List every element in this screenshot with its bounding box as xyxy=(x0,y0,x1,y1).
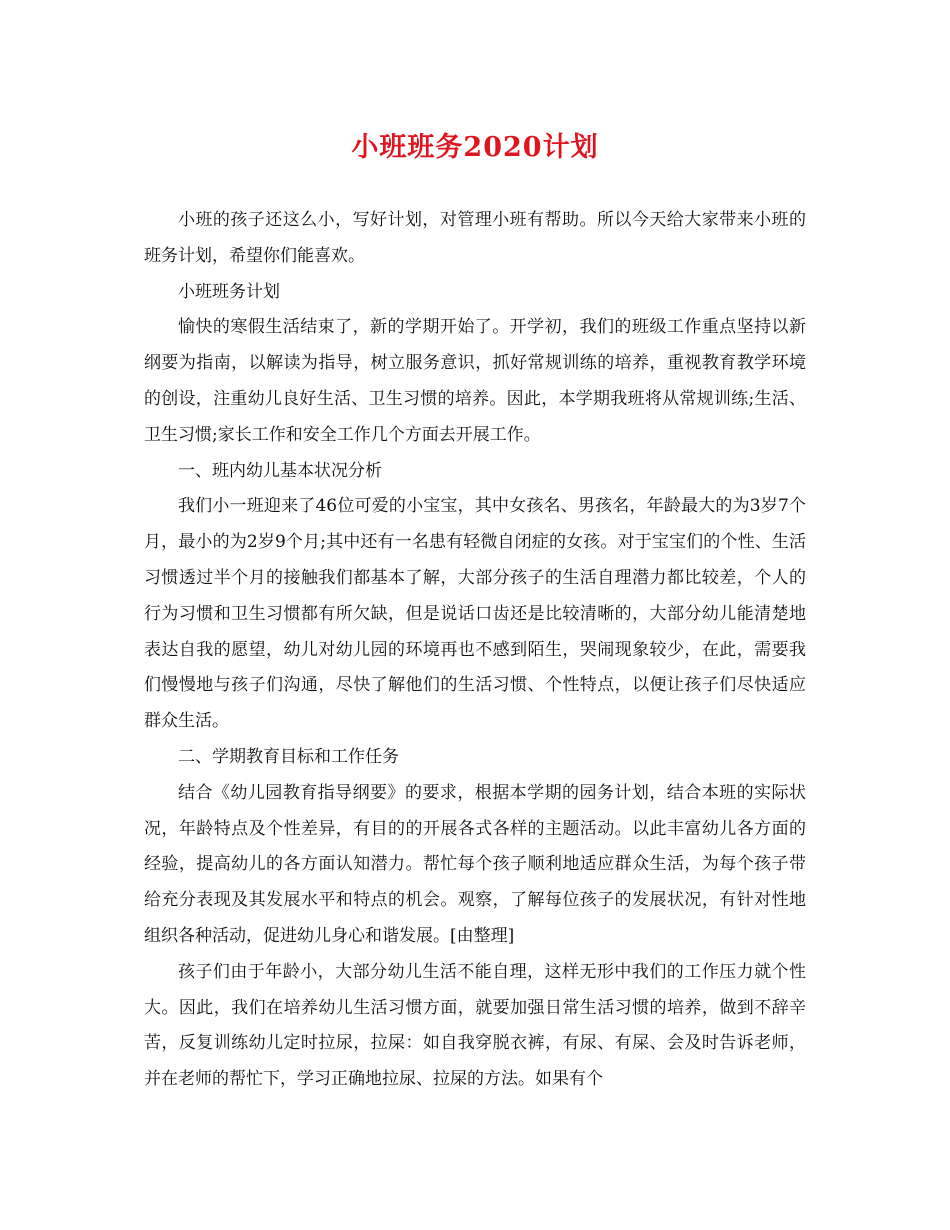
document-title: 小班班务2020计划 xyxy=(351,132,599,163)
opening-paragraph: 愉快的寒假生活结束了，新的学期开始了。开学初，我们的班级工作重点坚持以新纲要为指南，以解读为指导，树立服务意识，抓好常规训练的培养，重视教育教学环境的创设，注重幼儿良好生活、卫生习惯的培养。因此，本学期我班将从常规训练;生活、卫生习惯;家长工作和安全工作几个方面去开展工作。 xyxy=(144,317,806,445)
goals-paragraph: 结合《幼儿园教育指导纲要》的要求，根据本学期的园务计划，结合本班的实际状况，年龄特点及个性差异，有目的的开展各式各样的主题活动。以此丰富幼儿各方面的经验，提高幼儿的各方面认知潜力。帮忙每个孩子顺利地适应群众生活，为每个孩子带给充分表现及其发展水平和特点的机会。观察，了解每位孩子的发展状况，有针对性地组织各种活动，促进幼儿身心和谐发展。[由整理] xyxy=(144,782,806,946)
section-heading-analysis: 一、班内幼儿基本状况分析 xyxy=(178,460,382,481)
analysis-paragraph: 我们小一班迎来了46位可爱的小宝宝，其中女孩名、男孩名，年龄最大的为3岁7个月，最小的为2岁9个月;其中还有一名患有轻微自闭症的女孩。对于宝宝们的个性、生活习惯透过半个月的接触我们都基本了解，大部分孩子的生活自理潜力都比较差，个人的行为习惯和卫生习惯都有所欠缺，但是说话口齿还是比较清晰的，大部分幼儿能清楚地表达自我的愿望，幼儿对幼儿园的环境再也不感到陌生，哭闹现象较少，在此，需要我们慢慢地与孩子们沟通，尽快了解他们的生活习惯、个性特点，以便让孩子们尽快适应群众生活。 xyxy=(144,496,806,732)
section-heading-plan: 小班班务计划 xyxy=(178,281,280,302)
habits-paragraph: 孩子们由于年龄小，大部分幼儿生活不能自理，这样无形中我们的工作压力就个性大。因此，我们在培养幼儿生活习惯方面，就要加强日常生活习惯的培养，做到不辞辛苦，反复训练幼儿定时拉尿，拉屎：如自我穿脱衣裤，有尿、有屎、会及时告诉老师，并在老师的帮忙下，学习正确地拉尿、拉屎的方法。如果有个 xyxy=(144,961,806,1090)
intro-paragraph: 小班的孩子还这么小，写好计划，对管理小班有帮助。所以今天给大家带来小班的班务计划，希望你们能喜欢。 xyxy=(144,210,806,266)
document-body xyxy=(144,203,806,1098)
section-heading-goals: 二、学期教育目标和工作任务 xyxy=(178,746,399,767)
